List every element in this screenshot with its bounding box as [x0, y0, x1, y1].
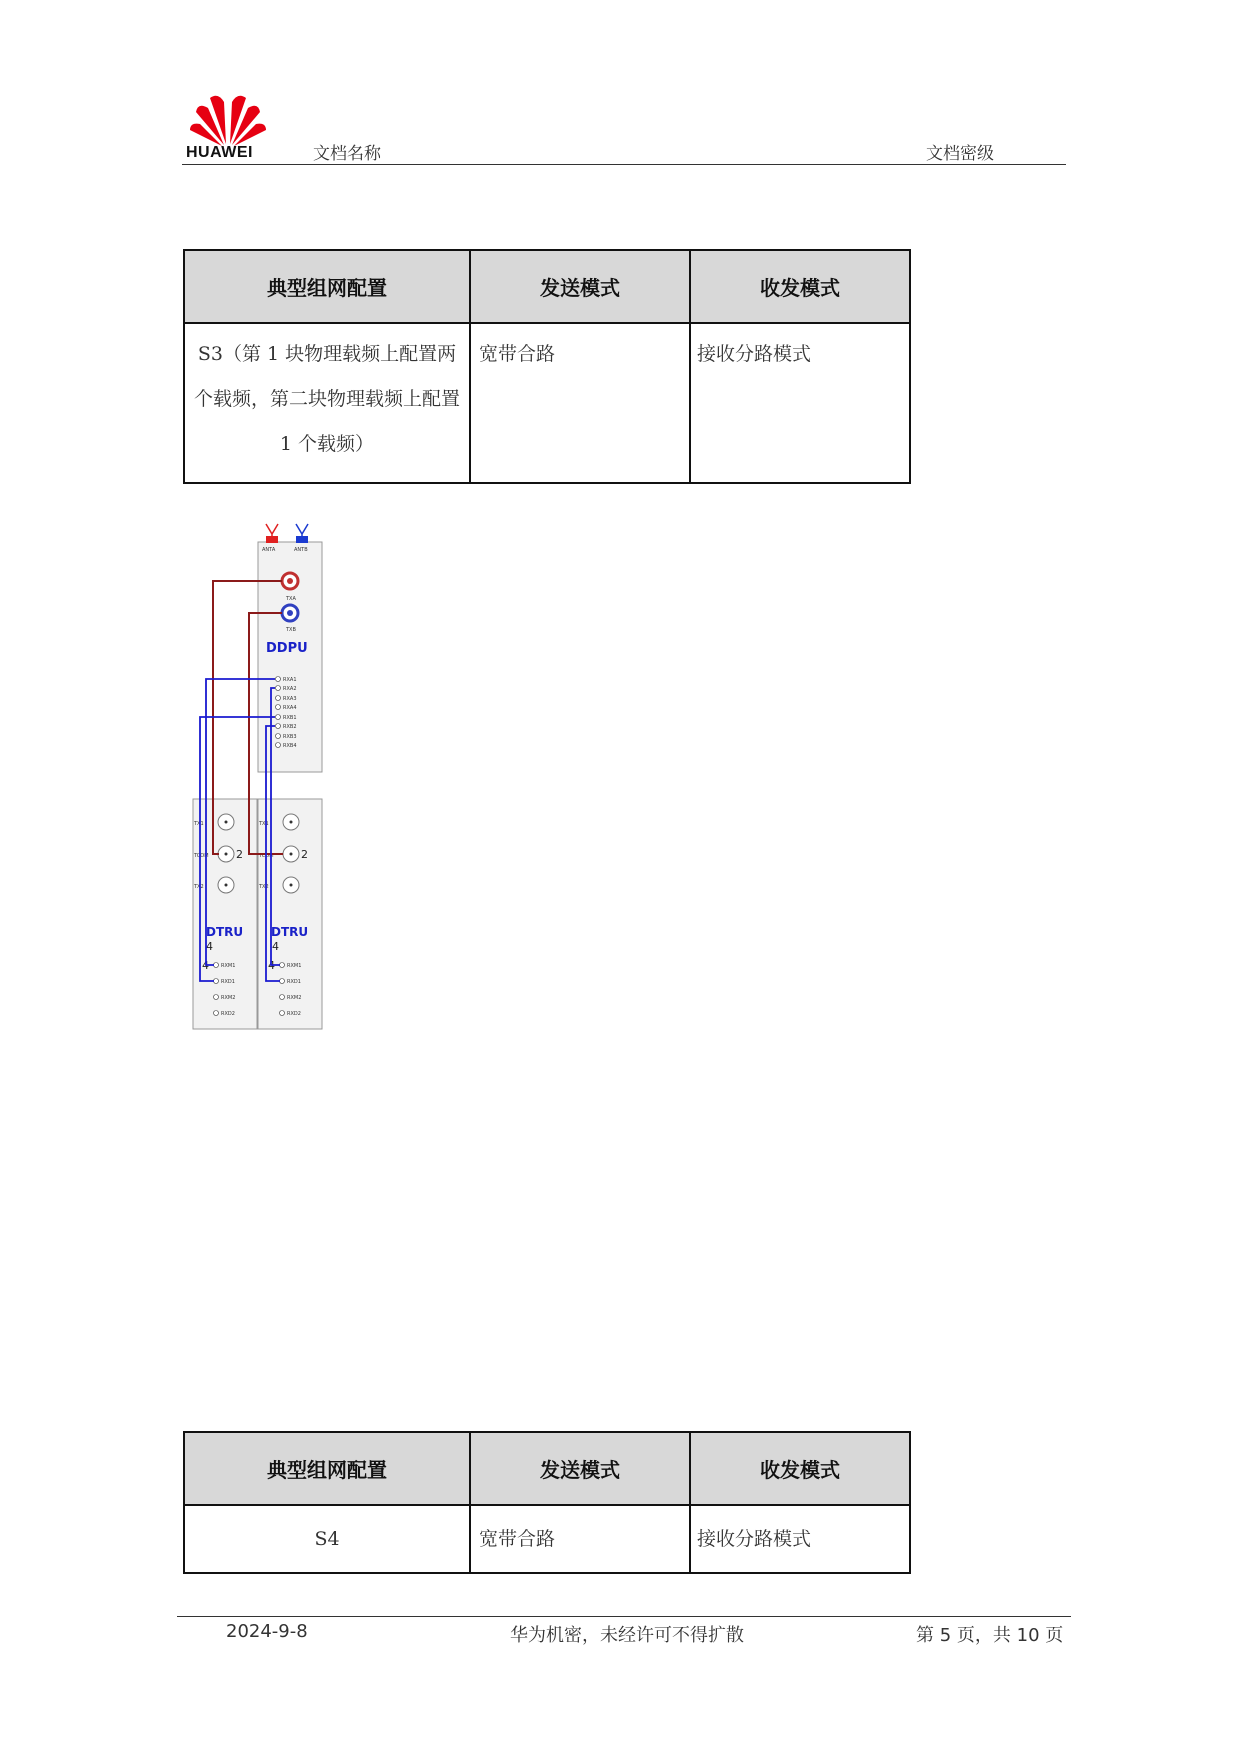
label-rxb2: RXB2	[283, 724, 297, 730]
header-rule	[182, 164, 1066, 165]
footer-date: 2024-9-8	[226, 1621, 308, 1642]
marker-2-dtru1: 2	[236, 848, 243, 861]
footer-confidential: 华为机密，未经许可不得扩散	[510, 1625, 744, 1646]
label-rxd2-1: RXD2	[221, 1011, 235, 1017]
footer-rule	[177, 1616, 1071, 1617]
label-rxd1-2: RXD1	[287, 979, 301, 985]
label-rxb4: RXB4	[283, 743, 297, 749]
cell-network-config: S3（第 1 块物理载频上配置两个载频，第二块物理载频上配置 1 个载频）	[184, 323, 470, 483]
label-tx2-2: TX2	[259, 884, 269, 890]
marker-4a-dtru2: 4	[272, 940, 279, 953]
table-row	[184, 323, 910, 483]
page-suffix: 页	[1045, 1625, 1064, 1646]
footer-page-info	[916, 1621, 1063, 1647]
cell-txrx-mode: 接收分路模式	[690, 323, 910, 483]
label-anta: ANTA	[262, 547, 276, 553]
table-header-row	[184, 1432, 910, 1505]
cell-tx-mode: 宽带合路	[470, 323, 690, 483]
header-tx-mode: 发送模式	[470, 1432, 690, 1505]
label-rxa4: RXA4	[283, 705, 297, 711]
label-txb: TXB	[286, 627, 296, 633]
page-prefix: 第	[916, 1625, 934, 1646]
page-mid: 页，共	[956, 1625, 1011, 1646]
label-tcom-2: TCOM	[259, 853, 274, 859]
label-tx2-1: TX2	[194, 884, 204, 890]
antenna-b-icon	[296, 524, 308, 543]
marker-4b-dtru2: 4	[268, 959, 275, 972]
antenna-a-icon	[266, 524, 278, 543]
label-rxa3: RXA3	[283, 696, 297, 702]
cell-txrx-mode: 接收分路模式	[690, 1505, 910, 1573]
label-rxm2-2: RXM2	[287, 995, 302, 1001]
label-rxa1: RXA1	[283, 677, 297, 683]
config-table-s3	[183, 249, 911, 484]
ddpu-title: DDPU	[266, 641, 308, 656]
header-txrx-mode: 收发模式	[690, 1432, 910, 1505]
label-tx1-2: TX1	[259, 821, 269, 827]
huawei-logo	[188, 86, 268, 162]
header-network-config: 典型组网配置	[184, 1432, 470, 1505]
header-txrx-mode: 收发模式	[690, 250, 910, 323]
label-rxm1-2: RXM1	[287, 963, 302, 969]
dtru-2-title: DTRU	[271, 925, 309, 939]
label-rxd2-2: RXD2	[287, 1011, 301, 1017]
label-tx1-1: TX1	[194, 821, 204, 827]
doc-name: 文档名称	[313, 144, 381, 164]
marker-4b-dtru1: 4	[202, 959, 209, 972]
cell-tx-mode: 宽带合路	[470, 1505, 690, 1573]
s3-wiring-diagram	[186, 518, 336, 1038]
dtru-1-title: DTRU	[206, 925, 244, 939]
page-total: 10	[1016, 1625, 1040, 1646]
label-txa: TXA	[286, 596, 296, 602]
cell-network-config: S4	[184, 1505, 470, 1573]
label-rxm2-1: RXM2	[221, 995, 236, 1001]
header-network-config: 典型组网配置	[184, 250, 470, 323]
table-row	[184, 1505, 910, 1573]
label-tcom-1: TCOM	[194, 853, 209, 859]
label-rxb1: RXB1	[283, 715, 297, 721]
label-antb: ANTB	[294, 547, 308, 553]
doc-classification: 文档密级	[926, 144, 994, 164]
page-number: 5	[939, 1625, 952, 1646]
header-tx-mode: 发送模式	[470, 250, 690, 323]
label-rxd1-1: RXD1	[221, 979, 235, 985]
label-rxm1-1: RXM1	[221, 963, 236, 969]
config-table-s4	[183, 1431, 911, 1574]
label-rxa2: RXA2	[283, 686, 297, 692]
label-rxb3: RXB3	[283, 734, 297, 740]
table-header-row	[184, 250, 910, 323]
marker-2-dtru2: 2	[301, 848, 308, 861]
huawei-logo-text: HUAWEI	[186, 144, 253, 161]
marker-4a-dtru1: 4	[206, 940, 213, 953]
